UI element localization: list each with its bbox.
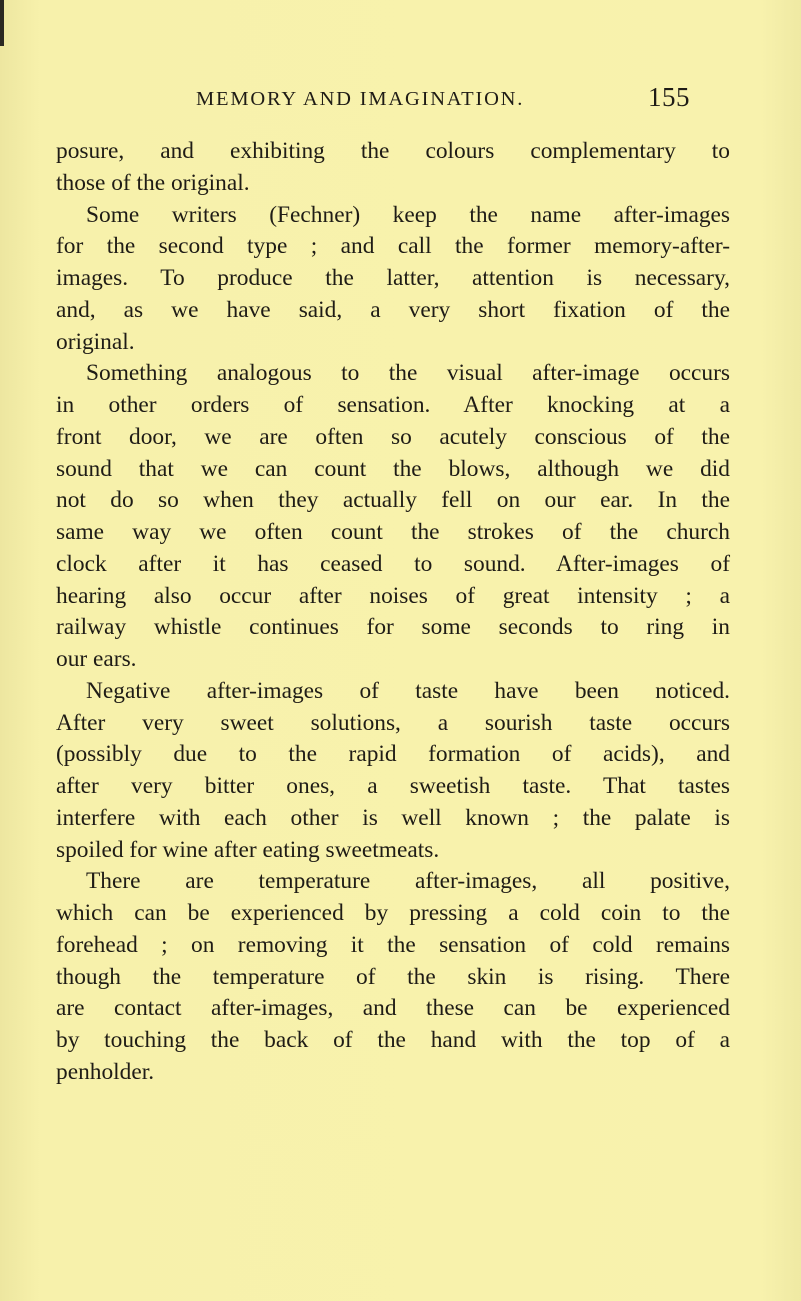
text-line: After very sweet solutions, a sourish taste occurs [56,709,730,736]
text-line: which can be experienced by pressing a cold coin to the [56,900,730,926]
text-line: There are temperature after-images, all positive, [86,868,730,895]
text-line: spoiled for wine after eating sweetmeats. [56,836,440,863]
page-edge-mark [0,0,4,46]
text-line: Some writers (Fechner) keep the name after-images [86,201,730,228]
text-line: railway whistle continues for some seconds to ring in [56,614,730,641]
text-line: front door, we are often so acutely conscious of the [56,423,730,450]
body-text [56,136,730,1089]
page-header [0,78,801,118]
text-line: images. To produce the latter, attention is necessary, [56,265,730,291]
text-line: Negative after-images of taste have been noticed. [86,677,730,704]
text-line: our ears. [56,646,137,672]
text-line: original. [56,328,135,355]
text-line: forehead ; on removing it the sensation of cold remains [56,931,730,958]
text-line: and, as we have said, a very short fixation of the [56,296,730,323]
text-line: are contact after-images, and these can be experienced [56,995,730,1022]
text-line: for the second type ; and call the former memory-after- [56,233,730,260]
text-line: by touching the back of the hand with the top of a [56,1027,730,1053]
text-line: interfere with each other is well known ; the palate is [56,804,730,831]
text-line: (possibly due to the rapid formation of acids), and [56,741,730,768]
text-line: sound that we can count the blows, although we did [56,455,730,482]
running-title: MEMORY AND IMAGINATION. [196,88,525,110]
text-line: same way we often count the strokes of the church [56,519,730,545]
text-line: Something analogous to the visual after-image occurs [86,360,730,387]
page-number: 155 [648,82,690,112]
text-line: not do so when they actually fell on our ear. In the [56,487,730,514]
text-line: penholder. [56,1058,155,1085]
text-line: clock after it has ceased to sound. After-images of [56,550,730,577]
text-line: after very bitter ones, a sweetish taste. That tastes [56,773,730,799]
text-line: though the temperature of the skin is rising. There [56,963,730,990]
text-line: those of the original. [56,169,250,196]
text-line: hearing also occur after noises of great intensity ; a [56,582,730,609]
text-line: in other orders of sensation. After knocking at a [56,392,730,418]
text-line: posure, and exhibiting the colours complementary to [56,138,730,164]
